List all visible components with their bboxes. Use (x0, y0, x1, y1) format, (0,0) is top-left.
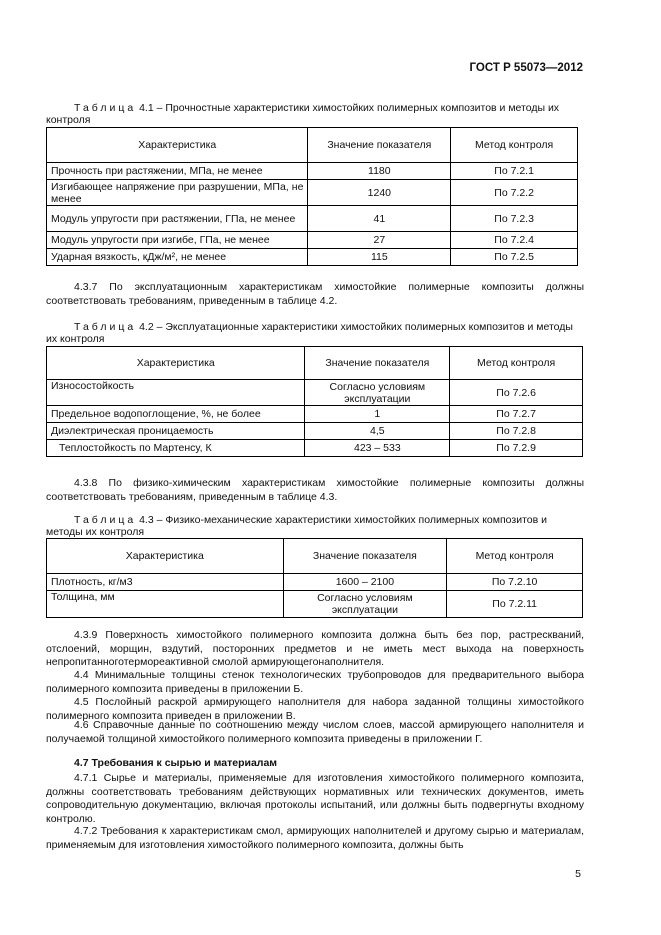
table-row (47, 406, 583, 423)
paragraph-4-3-7 (46, 281, 584, 308)
table-row (47, 440, 583, 457)
cell-method: По 7.2.10 (447, 574, 583, 591)
table-4-3 (46, 538, 583, 618)
table-row (47, 163, 578, 180)
cell-value: Согласно условиям эксплуатации (283, 591, 447, 618)
table-header-row (47, 347, 583, 380)
header-value: Значение показателя (305, 347, 450, 380)
cell-method: По 7.2.11 (447, 591, 583, 618)
paragraph-4-3-8 (46, 477, 584, 504)
paragraph-text: 4.7.2 Требования к характеристикам смол, армирующих наполнителей и другому сырью и материалам, применяемым для изготовления химостойкого полимерного композита, должны быть (46, 825, 584, 851)
cell-value: 1600 – 2100 (283, 574, 447, 591)
cell-characteristic: Диэлектрическая проницаемость (47, 423, 305, 440)
heading-text: 4.7 Требования к сырью и материалам (74, 757, 278, 769)
table-4-2-caption-text: 4.2 – Эксплуатационные характеристики химостойких полимерных композитов и методы их контроля (46, 321, 573, 345)
table-word: Таблица (74, 321, 137, 333)
cell-method: По 7.2.7 (450, 406, 583, 423)
cell-method: По 7.2.6 (450, 380, 583, 406)
section-heading-4-7 (46, 757, 584, 771)
cell-method: По 7.2.3 (451, 206, 578, 232)
cell-characteristic: Прочность при растяжении, МПа, не менее (47, 163, 308, 180)
cell-method: По 7.2.5 (451, 249, 578, 266)
table-4-1-caption-text: 4.1 – Прочностные характеристики химостойких полимерных композитов и методы их контроля (46, 102, 560, 126)
cell-value: 115 (308, 249, 451, 266)
standard-number: ГОСТ Р 55073—2012 (469, 62, 583, 74)
cell-method: По 7.2.9 (450, 440, 583, 457)
table-4-3-caption-text: 4.3 – Физико-механические характеристики химостойких полимерных композитов и методы их контроля (46, 514, 547, 538)
cell-characteristic: Износостойкость (47, 380, 305, 406)
cell-characteristic: Толщина, мм (47, 591, 284, 618)
paragraph-4-7-1 (46, 772, 584, 826)
header-characteristic: Характеристика (47, 128, 308, 163)
table-row (47, 574, 583, 591)
table-4-3-caption (46, 514, 586, 538)
table-header-row (47, 128, 578, 163)
table-4-1 (46, 127, 578, 266)
paragraph-text: 4.3.9 Поверхность химостойкого полимерного композита должна быть без пор, растрескваний, отслоений, морщин, вздутий, посторонних предметов и не иметь мест выхода на поверхность непропитанноготермореактивной смолой армирующегонаполнителя. (46, 629, 584, 669)
paragraph-4-4 (46, 669, 584, 696)
paragraph-text: 4.4 Минимальные толщины стенок технологических трубопроводов для предварительного выбора полимерного композита приведены в приложении Б. (46, 669, 584, 695)
header-method: Метод контроля (451, 128, 578, 163)
table-row (47, 249, 578, 266)
header-method: Метод контроля (450, 347, 583, 380)
header-value: Значение показателя (283, 539, 447, 574)
header-value: Значение показателя (308, 128, 451, 163)
cell-characteristic: Изгибающее напряжение при разрушении, МПа, не менее (47, 180, 308, 206)
paragraph-text: 4.5 Послойный раскрой армирующего наполнителя для набора заданной толщины химостойкого полимерного композита приведен в приложении В. (46, 696, 584, 722)
table-row (47, 380, 583, 406)
cell-method: По 7.2.8 (450, 423, 583, 440)
cell-value: 4,5 (305, 423, 450, 440)
cell-value: 27 (308, 232, 451, 249)
paragraph-text: 4.3.8 По физико-химическим характеристикам химостойкие полимерные композиты должны соответствовать требованиям, приведенным в таблице 4.3. (46, 477, 584, 503)
header-method: Метод контроля (447, 539, 583, 574)
cell-characteristic: Модуль упругости при изгибе, ГПа, не менее (47, 232, 308, 249)
cell-value: 41 (308, 206, 451, 232)
paragraph-text: 4.6 Справочные данные по соотношению между числом слоев, массой армирующего наполнителя и получаемой толщиной химостойкого полимерного композита приведены в приложении Г. (46, 719, 584, 745)
header-characteristic: Характеристика (47, 347, 305, 380)
paragraph-4-6 (46, 719, 584, 746)
page-number: 5 (575, 868, 581, 880)
cell-method: По 7.2.1 (451, 163, 578, 180)
cell-value: Согласно условиям эксплуатации (305, 380, 450, 406)
cell-value: 1180 (308, 163, 451, 180)
cell-method: По 7.2.2 (451, 180, 578, 206)
cell-value: 1240 (308, 180, 451, 206)
table-4-2 (46, 346, 583, 457)
cell-characteristic: Предельное водопоглощение, %, не более (47, 406, 305, 423)
table-row (47, 423, 583, 440)
cell-method: По 7.2.4 (451, 232, 578, 249)
cell-value: 423 – 533 (305, 440, 450, 457)
table-word: Таблица (74, 514, 137, 526)
cell-characteristic: Ударная вязкость, кДж/м², не менее (47, 249, 308, 266)
paragraph-text: 4.3.7 По эксплуатационным характеристикам химостойкие полимерные композиты должны соответствовать требованиям, приведенным в таблице 4.2. (46, 281, 584, 307)
paragraph-text: 4.7.1 Сырье и материалы, применяемые для изготовления химостойкого полимерного композита, должны соответствовать требованиям действующих нормативных или технических документов, иметь сопроводительную документацию, включая протоколы испытаний, или должны быть подвергнуты входному контролю. (46, 772, 584, 825)
table-row (47, 206, 578, 232)
table-row (47, 180, 578, 206)
table-word: Таблица (74, 102, 137, 114)
table-row (47, 232, 578, 249)
header-characteristic: Характеристика (47, 539, 284, 574)
cell-characteristic: Модуль упругости при растяжении, ГПа, не менее (47, 206, 308, 232)
table-header-row (47, 539, 583, 574)
table-4-1-caption (46, 102, 586, 126)
table-4-2-caption (46, 321, 586, 345)
paragraph-4-7-2 (46, 825, 584, 852)
table-row (47, 591, 583, 618)
cell-characteristic: Плотность, кг/м3 (47, 574, 284, 591)
cell-characteristic: Теплостойкость по Мартенсу, К (47, 440, 305, 457)
paragraph-4-3-9 (46, 629, 584, 670)
cell-value: 1 (305, 406, 450, 423)
